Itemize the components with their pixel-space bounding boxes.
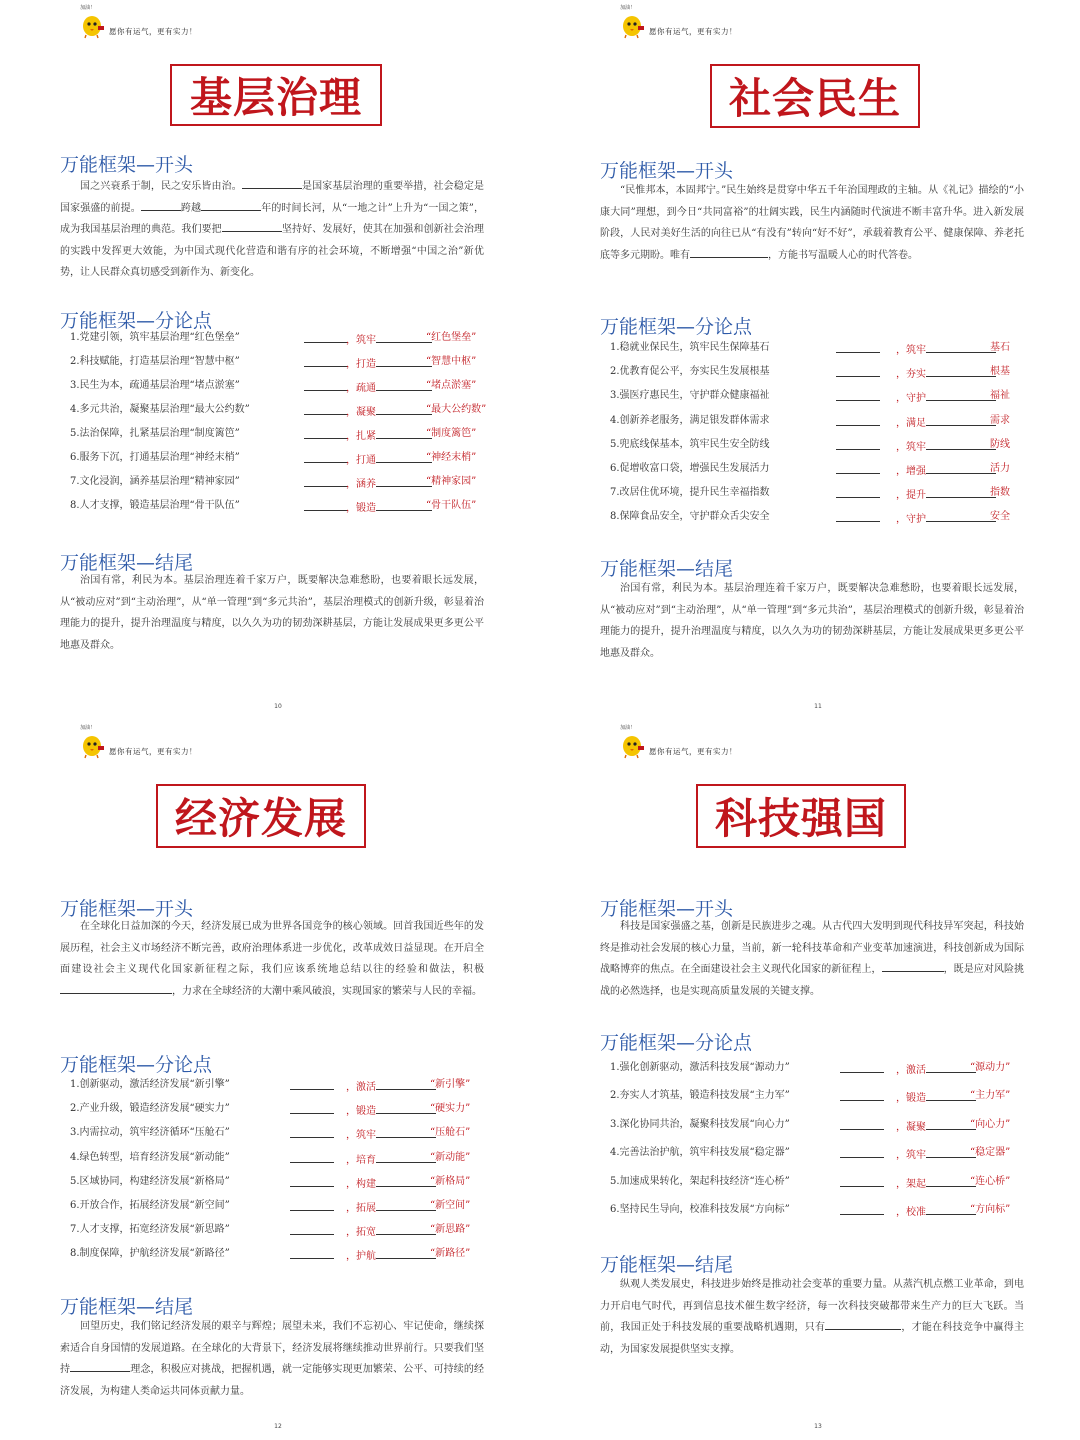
point-text: 8.制度保障，护航经济发展“新路径” [70, 1248, 230, 1260]
answer-verb: ，筑牢 [346, 330, 432, 349]
answer-blank[interactable] [290, 1174, 334, 1193]
answer-blank[interactable] [836, 461, 880, 480]
answer-keyword: “最大公约数” [426, 404, 487, 415]
answer-blank[interactable] [304, 378, 348, 397]
answer-keyword: “新路径” [430, 1248, 471, 1260]
answer-keyword: “新空间” [430, 1199, 471, 1211]
point-text: 4.多元共治，凝聚基层治理“最大公约数” [70, 404, 250, 415]
point-text: 4.创新养老服务，满足银发群体需求 [610, 414, 770, 426]
page-number: 10 [274, 703, 282, 710]
list-item [70, 450, 486, 474]
answer-blank[interactable] [840, 1060, 884, 1079]
answer-blank[interactable] [376, 1150, 436, 1163]
point-text: 2.优教育促公平，夯实民生发展根基 [610, 366, 770, 378]
answer-blank[interactable] [840, 1088, 884, 1107]
points-list [610, 340, 1026, 534]
answer-keyword: 需求 [990, 414, 1010, 426]
opening-text: ，既是应对风险挑战的必然选择，也是实现高质量发展的关键支撑。 [600, 964, 1025, 997]
answer-verb: ，拓宽 [346, 1222, 436, 1241]
list-item [70, 474, 486, 498]
point-text: 3.强医疗惠民生，守护群众健康福祉 [610, 390, 770, 402]
answer-keyword: 防线 [990, 438, 1010, 450]
answer-verb: ，锻造 [346, 1101, 436, 1120]
fill-in-blank[interactable] [201, 199, 261, 211]
answer-keyword: “新格局” [430, 1175, 471, 1187]
answer-keyword: 福祉 [990, 390, 1010, 402]
point-text: 5.区域协同，构建经济发展“新格局” [70, 1175, 230, 1187]
page-header [78, 4, 378, 44]
answer-blank[interactable] [290, 1150, 334, 1169]
header-slogan: 愿你有运气，更有实力！ [649, 747, 737, 756]
point-text: 2.夯实人才筑基，锻造科技发展“主力军” [610, 1090, 790, 1102]
answer-keyword: “红色堡垒” [426, 332, 477, 343]
answer-keyword: “向心力” [970, 1118, 1011, 1130]
points-list [70, 1077, 486, 1271]
page-12 [0, 720, 540, 1440]
answer-verb: ，构建 [346, 1174, 436, 1193]
answer-blank[interactable] [376, 330, 432, 343]
opening-text: ，方能书写温暖人心的时代答卷。 [768, 249, 918, 261]
closing-text: 治国有常，利民为本。基层治理连着千家万户，既要解决急难愁盼，也要着眼长远发展，从“被动应对”到“主动治理”，从“单一管理”到“多元共治”，基层治理模式的创新升级，彰显着治理能力的提升，提升治理温度与精度，以久久为功的韧劲深耕基层，方能让发展成果更多更公平地惠及群众。 [600, 583, 1024, 659]
points-heading: 万能框架—分论点 [600, 316, 753, 338]
list-item [70, 498, 486, 522]
answer-blank[interactable] [376, 474, 432, 487]
mascot-label: 加油！ [80, 5, 96, 11]
answer-blank[interactable] [304, 402, 348, 421]
point-text: 2.产业升级，锻造经济发展“硬实力” [70, 1103, 230, 1115]
answer-blank[interactable] [926, 1088, 976, 1101]
answer-keyword: “稳定器” [970, 1147, 1011, 1159]
answer-blank[interactable] [304, 330, 348, 349]
answer-blank[interactable] [376, 450, 432, 463]
point-text: 3.民生为本，疏通基层治理“堵点淤塞” [70, 380, 240, 391]
answer-verb: ，增强 [896, 461, 996, 480]
point-text: 4.完善法治护航，筑牢科技发展“稳定器” [610, 1147, 790, 1159]
list-item [610, 1145, 1026, 1173]
closing-paragraph [600, 1274, 1024, 1360]
answer-keyword: “智慧中枢” [426, 356, 477, 367]
answer-verb: ，筑牢 [896, 437, 996, 456]
answer-blank[interactable] [376, 1198, 436, 1211]
list-item [70, 426, 486, 450]
list-item [610, 364, 1026, 388]
answer-blank[interactable] [290, 1101, 334, 1120]
closing-heading: 万能框架—结尾 [600, 1254, 734, 1276]
list-item [610, 1202, 1026, 1230]
list-item [70, 1101, 486, 1125]
answer-blank[interactable] [376, 1174, 436, 1187]
answer-verb: ，筑牢 [346, 1125, 436, 1144]
page-header [78, 724, 378, 764]
page-title-box [710, 64, 920, 128]
list-item [610, 485, 1026, 509]
answer-blank[interactable] [926, 388, 996, 401]
points-heading: 万能框架—分论点 [60, 1054, 213, 1076]
answer-blank[interactable] [376, 426, 432, 439]
answer-verb: ，筑牢 [896, 340, 996, 359]
list-item [70, 1174, 486, 1198]
closing-text: ，才能在科技竞争中赢得主动，为国家发展提供坚实支撑。 [600, 1322, 1025, 1355]
opening-paragraph [60, 916, 484, 1002]
opening-text: 是国家基层治理的重要举措，社会稳定是国家强盛的前提。 [60, 181, 485, 214]
opening-heading: 万能框架—开头 [600, 160, 734, 182]
answer-keyword: “新引擎” [430, 1079, 471, 1090]
answer-blank[interactable] [376, 1222, 436, 1235]
page-13 [540, 720, 1080, 1440]
list-item [610, 1060, 1026, 1088]
opening-text: 年的时间长河，从“一地之计”上升为“一国之策”，成为我国基层治理的典范。我们要把 [60, 202, 485, 235]
answer-blank[interactable] [376, 1101, 436, 1114]
answer-blank[interactable] [926, 340, 996, 353]
point-text: 5.兜底线保基本，筑牢民生安全防线 [610, 438, 770, 450]
closing-text: 纵观人类发展史，科技进步始终是推动社会变革的重要力量。从蒸汽机点燃工业革命，到电力开启电气时代，再到信息技术催生数字经济，每一次科技突破都带来生产力的巨大飞跃。当前，我国正处于科技发展的重要战略机遇期，只有 [600, 1279, 1024, 1333]
point-text: 6.开放合作，拓展经济发展“新空间” [70, 1199, 230, 1211]
answer-verb: ，凝聚 [346, 402, 432, 421]
answer-blank[interactable] [840, 1202, 884, 1221]
answer-verb: ，打造 [346, 354, 432, 373]
answer-keyword: “主力军” [970, 1090, 1011, 1102]
opening-text: 跨越 [180, 202, 202, 214]
answer-blank[interactable] [290, 1125, 334, 1144]
opening-text: 国之兴衰系于制，民之安乐皆由治。 [80, 181, 242, 192]
answer-verb: ，锻造 [896, 1088, 976, 1107]
answer-blank[interactable] [836, 340, 880, 359]
answer-blank[interactable] [376, 498, 432, 511]
fill-in-blank[interactable] [882, 960, 944, 972]
closing-text: 回望历史，我们铭记经济发展的艰辛与辉煌；展望未来，我们不忘初心、牢记使命，继续探索适合自身国情的发展道路。在全球化的大背景下，经济发展将继续推动世界前行。只要我们坚持 [60, 1321, 484, 1375]
answer-verb: ，培育 [346, 1150, 436, 1169]
answer-blank[interactable] [376, 1246, 436, 1259]
closing-text: 治国有常，利民为本。基层治理连着千家万户，既要解决急难愁盼，也要着眼长远发展，从“被动应对”到“主动治理”，从“单一管理”到“多元共治”，基层治理模式的创新升级，彰显着治理能力的提升，提升治理温度与精度，以久久为功的韧劲深耕基层，方能让发展成果更多更公平地惠及群众。 [60, 575, 484, 651]
answer-blank[interactable] [840, 1174, 884, 1193]
answer-verb: ，疏通 [346, 378, 432, 397]
list-item [70, 1198, 486, 1222]
page-number: 11 [814, 703, 822, 710]
fill-in-blank[interactable] [222, 220, 282, 232]
page-title-box [156, 784, 366, 848]
closing-paragraph [600, 578, 1024, 664]
opening-heading: 万能框架—开头 [60, 898, 194, 920]
closing-heading: 万能框架—结尾 [600, 558, 734, 580]
point-text: 5.法治保障，扎紧基层治理“制度篱笆” [70, 428, 240, 439]
answer-keyword: “神经末梢” [426, 452, 477, 463]
answer-keyword: “源动力” [970, 1062, 1011, 1073]
list-item [610, 1117, 1026, 1145]
fill-in-blank[interactable] [60, 982, 172, 994]
points-list [610, 1060, 1026, 1230]
fill-in-blank[interactable] [242, 177, 302, 189]
answer-verb: ，校准 [896, 1202, 976, 1221]
page-10 [0, 0, 540, 720]
mascot-label: 加油！ [80, 725, 96, 731]
answer-keyword: 指数 [990, 487, 1010, 499]
page-title: 社会民生 [728, 74, 901, 123]
answer-verb: ，扎紧 [346, 426, 432, 445]
answer-verb: ，架起 [896, 1174, 976, 1193]
answer-verb: ，凝聚 [896, 1117, 976, 1136]
answer-keyword: “制度篱笆” [426, 428, 477, 439]
point-text: 1.党建引领，筑牢基层治理“红色堡垒” [70, 332, 240, 343]
points-list [70, 330, 486, 522]
opening-paragraph [60, 176, 484, 284]
answer-blank[interactable] [926, 1145, 976, 1158]
closing-heading: 万能框架—结尾 [60, 1296, 194, 1318]
closing-paragraph [60, 570, 484, 656]
answer-verb: ，护航 [346, 1246, 436, 1265]
point-text: 7.文化浸润，涵养基层治理“精神家园” [70, 476, 240, 487]
answer-verb: ，筑牢 [896, 1145, 976, 1164]
answer-keyword: “方向标” [970, 1203, 1011, 1215]
fill-in-blank[interactable] [141, 199, 181, 211]
point-text: 6.坚持民生导向，校准科技发展“方向标” [610, 1203, 790, 1215]
point-text: 2.科技赋能，打造基层治理“智慧中枢” [70, 356, 240, 367]
header-slogan: 愿你有运气，更有实力！ [109, 27, 197, 36]
opening-heading: 万能框架—开头 [600, 898, 734, 920]
answer-blank[interactable] [376, 402, 432, 415]
point-text: 1.稳就业保民生，筑牢民生保障基石 [610, 342, 770, 353]
answer-verb: ，激活 [896, 1060, 976, 1079]
opening-text: “民惟邦本，本固邦宁。”民生始终是贯穿中华五千年治国理政的主轴。从《礼记》描绘的“小康大同”理想，到今日“共同富裕”的壮阔实践，民生内涵随时代演进不断丰富升华。进入新发展阶段，人民对美好生活的向往已从“有没有”转向“好不好”，承载着教育公平、健康保障、养老托底等多元期盼。唯有 [600, 185, 1024, 261]
answer-verb: ，满足 [896, 413, 996, 432]
list-item [70, 1222, 486, 1246]
point-text: 8.保障食品安全，守护群众舌尖安全 [610, 511, 770, 523]
opening-text: 科技是国家强盛之基，创新是民族进步之魂。从古代四大发明到现代科技异军突起，科技始终是推动社会发展的核心力量，当前，新一轮科技革命和产业变革加速演进，科技创新成为国际战略博弈的焦点。在全面建设社会主义现代化国家的新征程上， [600, 921, 1024, 975]
list-item [70, 1246, 486, 1270]
closing-text: 理念，积极应对挑战，把握机遇，就一定能够实现更加繁荣、公平、可持续的经济发展，为构建人类命运共同体贡献力量。 [60, 1364, 485, 1397]
answer-verb: ，锻造 [346, 498, 432, 517]
point-text: 1.强化创新驱动，激活科技发展“源动力” [610, 1062, 790, 1073]
list-item [70, 1125, 486, 1149]
page-title-box [170, 64, 382, 126]
opening-text: 在全球化日益加深的今天，经济发展已成为世界各国竞争的核心领域。回首我国近些年的发展历程，社会主义市场经济不断完善，政府治理体系进一步优化，改革成效日益显现。在开启全面建设社会主义现代化国家新征程之际，我们应该系统地总结以往的经验和做法，积极 [60, 921, 484, 975]
list-item [70, 354, 486, 378]
closing-heading: 万能框架—结尾 [60, 552, 194, 574]
point-text: 7.改居住优环境，提升民生幸福指数 [610, 487, 770, 499]
list-item [70, 378, 486, 402]
answer-blank[interactable] [304, 474, 348, 493]
answer-keyword: 基石 [990, 342, 1010, 353]
opening-text: ，力求在全球经济的大潮中乘风破浪，实现国家的繁荣与人民的幸福。 [172, 985, 482, 997]
list-item [610, 509, 1026, 533]
answer-keyword: “堵点淤塞” [426, 380, 477, 391]
answer-keyword: “硬实力” [430, 1103, 471, 1115]
answer-verb: ，守护 [896, 509, 996, 528]
answer-blank[interactable] [926, 437, 996, 450]
fill-in-blank[interactable] [70, 1360, 130, 1372]
page-number: 12 [274, 1423, 282, 1430]
answer-blank[interactable] [840, 1145, 884, 1164]
opening-heading: 万能框架—开头 [60, 154, 194, 176]
answer-blank[interactable] [836, 388, 880, 407]
list-item [70, 402, 486, 426]
answer-blank[interactable] [376, 1077, 436, 1090]
answer-blank[interactable] [304, 354, 348, 373]
answer-verb: ，拓展 [346, 1198, 436, 1217]
answer-blank[interactable] [290, 1198, 334, 1217]
page-11 [540, 0, 1080, 720]
list-item [610, 413, 1026, 437]
answer-verb: ，守护 [896, 388, 996, 407]
answer-keyword: 活力 [990, 462, 1010, 474]
list-item [70, 1150, 486, 1174]
page-header [618, 724, 918, 764]
answer-verb: ，提升 [896, 485, 996, 504]
answer-blank[interactable] [376, 378, 432, 391]
answer-blank[interactable] [840, 1117, 884, 1136]
point-text: 1.创新驱动，激活经济发展“新引擎” [70, 1079, 230, 1090]
answer-verb: ，打通 [346, 450, 432, 469]
closing-paragraph [60, 1316, 484, 1402]
answer-blank[interactable] [304, 450, 348, 469]
point-text: 6.服务下沉，打通基层治理“神经末梢” [70, 452, 240, 463]
header-slogan: 愿你有运气，更有实力！ [649, 27, 737, 36]
point-text: 6.促增收富口袋，增强民生发展活力 [610, 462, 770, 474]
page-number: 13 [814, 1423, 822, 1430]
list-item [70, 330, 486, 354]
answer-keyword: “精神家园” [426, 476, 477, 487]
answer-keyword: “新思路” [430, 1224, 471, 1236]
page-title-box [696, 784, 906, 848]
list-item [610, 1174, 1026, 1202]
answer-blank[interactable] [926, 1060, 976, 1073]
mascot-label: 加油！ [620, 725, 636, 731]
answer-blank[interactable] [836, 364, 880, 383]
answer-blank[interactable] [926, 364, 996, 377]
mascot-label: 加油！ [620, 5, 636, 11]
answer-verb: ，夯实 [896, 364, 996, 383]
answer-verb: ，涵养 [346, 474, 432, 493]
page-title: 基层治理 [189, 73, 362, 122]
answer-keyword: “骨干队伍” [426, 500, 477, 511]
list-item [610, 1088, 1026, 1116]
answer-blank[interactable] [926, 1202, 976, 1215]
answer-keyword: “新动能” [430, 1151, 471, 1163]
list-item [70, 1077, 486, 1101]
points-heading: 万能框架—分论点 [60, 310, 213, 332]
answer-blank[interactable] [926, 1117, 976, 1130]
page-title: 经济发展 [174, 794, 347, 843]
answer-blank[interactable] [304, 498, 348, 517]
page-title: 科技强国 [714, 794, 887, 843]
answer-blank[interactable] [376, 354, 432, 367]
answer-verb: ，激活 [346, 1077, 436, 1096]
list-item [610, 388, 1026, 412]
answer-blank[interactable] [926, 1174, 976, 1187]
answer-keyword: “压舱石” [430, 1127, 471, 1139]
answer-blank[interactable] [836, 509, 880, 528]
answer-blank[interactable] [290, 1077, 334, 1096]
opening-text: 坚持好、发展好，使其在加强和创新社会治理的实践中发挥更大效能，为中国式现代化营造和谐有序的社会环境，不断增强“中国之治”新优势，让人民群众真切感受到新作为、新变化。 [60, 224, 485, 278]
points-heading: 万能框架—分论点 [600, 1032, 753, 1054]
list-item [610, 461, 1026, 485]
answer-blank[interactable] [836, 437, 880, 456]
answer-keyword: “连心桥” [970, 1175, 1011, 1187]
answer-keyword: 根基 [990, 366, 1010, 378]
list-item [610, 340, 1026, 364]
point-text: 3.内需拉动，筑牢经济循环“压舱石” [70, 1127, 230, 1139]
answer-blank[interactable] [304, 426, 348, 445]
answer-blank[interactable] [290, 1246, 334, 1265]
point-text: 5.加速成果转化，架起科技经济“连心桥” [610, 1175, 790, 1187]
answer-blank[interactable] [926, 413, 996, 426]
page-header [618, 4, 918, 44]
point-text: 8.人才支撑，锻造基层治理“骨干队伍” [70, 500, 240, 511]
list-item [610, 437, 1026, 461]
answer-keyword: 安全 [990, 511, 1010, 523]
answer-blank[interactable] [926, 485, 996, 498]
answer-blank[interactable] [926, 509, 996, 522]
answer-blank[interactable] [836, 485, 880, 504]
header-slogan: 愿你有运气，更有实力！ [109, 747, 197, 756]
point-text: 7.人才支撑，拓宽经济发展“新思路” [70, 1224, 230, 1236]
answer-blank[interactable] [290, 1222, 334, 1241]
fill-in-blank[interactable] [690, 246, 768, 258]
answer-blank[interactable] [836, 413, 880, 432]
opening-paragraph [600, 180, 1024, 266]
answer-blank[interactable] [376, 1125, 436, 1138]
point-text: 3.深化协同共治，凝聚科技发展“向心力” [610, 1118, 790, 1130]
answer-blank[interactable] [926, 461, 996, 474]
fill-in-blank[interactable] [825, 1318, 901, 1330]
point-text: 4.绿色转型，培育经济发展“新动能” [70, 1151, 230, 1163]
opening-paragraph [600, 916, 1024, 1002]
